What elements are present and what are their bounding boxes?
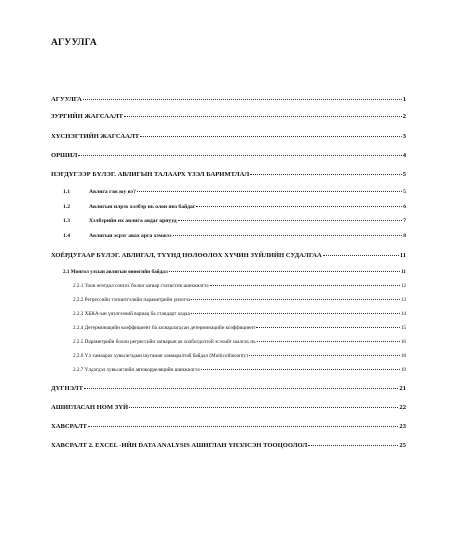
toc-leader (191, 299, 400, 300)
toc-entry-number: 1.3 (63, 218, 70, 224)
toc-entry-page: 25 (399, 442, 406, 449)
toc-entry[interactable] (63, 205, 406, 211)
toc-entry-title: 2.2.7 Үлдэгдэл хувьсагчийн автокорреляцийн шинжилгээ (73, 367, 200, 373)
toc-entry[interactable] (51, 153, 406, 160)
toc-leader (140, 136, 402, 137)
toc-entry-title: 2.2.1 Тоон өгөгдөл сонгох болон загвар статистик шинжилгээ (73, 283, 209, 289)
toc-entry[interactable] (73, 326, 406, 331)
toc-leader (201, 369, 400, 370)
toc-heading: АГУУЛГА (51, 38, 97, 48)
toc-leader (169, 271, 400, 272)
toc-entry-page: 16 (400, 339, 406, 345)
toc-leader (257, 341, 400, 342)
toc-entry-title: Авлигын илрэх хэлбэр нь олон янз байдаг (89, 204, 196, 210)
toc-entry[interactable] (73, 340, 406, 345)
toc-entry-title: НЭГДҮГЭЭР БҮЛЭГ. АВЛИГЫН ТАЛААРХ ҮЗЭЛ БАРИМТЛАЛ (51, 171, 250, 178)
toc-entry-page: 21 (399, 385, 406, 392)
toc-entry-page: 18 (400, 353, 406, 359)
toc-leader (323, 255, 399, 256)
toc-entry-page: 2 (402, 113, 406, 120)
toc-entry-page: 8 (403, 233, 406, 239)
toc-entry-title: 2.2.6 Үл хамаарах хувьсагчдын шугаман хамааралтай байдал (Multicollinearity) (73, 353, 248, 359)
toc-leader (78, 155, 401, 156)
toc-leader (250, 174, 401, 175)
toc-entry-title: ХОЁРДУГААР БҮЛЭГ. АВЛИГАЛ, ТҮҮНД НӨЛӨӨЛӨХ ХҮЧИН ЗҮЙЛИЙН СУДАЛГАА (51, 252, 322, 259)
toc-leader (178, 220, 403, 221)
toc-entry-page: 11 (401, 269, 406, 275)
toc-entry-page: 5 (402, 171, 406, 178)
toc-entry-title: 2.2.5 Параметрийн болон регрессийн загварын ач холбогдолтой эсэхийг шалгах нь (73, 339, 256, 345)
toc-entry[interactable] (51, 424, 406, 431)
toc-entry-title: 2.2.4 Детерминацийн коэффициент ба засварлагдсан детерминацийн коэффициент (73, 325, 256, 331)
toc-entry-page: 19 (400, 367, 406, 373)
toc-entry-title: Авлигын эсрэг авах арга хэмжээ (89, 233, 172, 239)
toc-entry[interactable] (51, 97, 406, 104)
toc-leader (196, 206, 402, 207)
toc-entry-title: ХҮСНЭГТИЙН ЖАГСААЛТ (51, 133, 140, 140)
toc-entry-page: 1 (402, 96, 406, 103)
toc-entry[interactable] (51, 386, 406, 393)
toc-entry[interactable] (51, 443, 406, 450)
toc-entry[interactable] (51, 405, 406, 412)
toc-entry[interactable] (73, 298, 406, 303)
toc-entry[interactable] (73, 284, 406, 289)
toc-entry-page: 11 (399, 252, 406, 259)
toc-entry-title: Авлига гэж юу вэ? (89, 189, 136, 195)
toc-entry-title: ХАВСРАЛТ 2. EXCEL -ИЙН DATA ANALYSIS АШИГЛАН ҮНЭЛСЭН ТООЦООЛОЛ (51, 442, 308, 449)
toc-entry-number: 1.2 (63, 204, 70, 210)
toc-entry[interactable] (51, 134, 406, 141)
toc-entry-title: ХАВСРАЛТ (51, 423, 87, 430)
toc-entry-page: 22 (399, 404, 406, 411)
toc-leader (83, 99, 402, 100)
toc-entry-title: 2.2.3 ХБКА-ын үнэлгээний вариац ба стандарт алдаа (73, 311, 190, 317)
toc-entry-title: Хэлбэрийн их авлига авдаг орнууд (89, 218, 177, 224)
toc-entry-page: 15 (400, 325, 406, 331)
toc-leader (84, 388, 398, 389)
toc-entry-page: 13 (400, 297, 406, 303)
toc-leader (173, 235, 403, 236)
toc-entry[interactable] (63, 219, 406, 225)
toc-leader (124, 116, 402, 117)
toc-leader (256, 327, 400, 328)
toc-entry-title: 2.1 Монгол улсын авлигын өнөөгийн байдал (63, 269, 168, 275)
toc-entry-title: ДҮГНЭЛТ (51, 385, 83, 392)
toc-leader (191, 313, 400, 314)
toc-leader (210, 285, 400, 286)
toc-entry-page: 4 (402, 152, 406, 159)
toc-entry-title: ЗУРГИЙН ЖАГСААЛТ (51, 113, 124, 120)
toc-leader (137, 191, 402, 192)
toc-entry-title: 2.2.2 Регрессийн тэгшитгэлийн параметрийн үнэлгээ (73, 297, 191, 303)
toc-entry[interactable] (73, 312, 406, 317)
toc-entry[interactable] (73, 368, 406, 373)
toc-entry-title: АШИГЛАСАН НОМ ЗҮЙ (51, 404, 129, 411)
toc-entry-page: 14 (400, 311, 406, 317)
toc-entry-title: ОРШИЛ (51, 152, 78, 159)
toc-entry-number: 1.1 (63, 189, 70, 195)
toc-entry-page: 23 (399, 423, 406, 430)
toc-entry-page: 5 (403, 189, 406, 195)
toc-entry-page: 6 (403, 204, 406, 210)
toc-entry-page: 3 (402, 133, 406, 140)
toc-entry-page: 12 (400, 283, 406, 289)
toc-entry[interactable] (63, 190, 406, 196)
toc-entry-title: АГУУЛГА (51, 96, 82, 103)
toc-leader (249, 355, 400, 356)
toc-entry[interactable] (51, 172, 406, 179)
toc-leader (129, 407, 398, 408)
toc-entry[interactable] (63, 234, 406, 240)
toc-entry[interactable] (73, 354, 406, 359)
toc-entry[interactable] (51, 253, 406, 260)
toc-leader (308, 445, 398, 446)
toc-leader (88, 426, 398, 427)
toc-entry[interactable] (63, 270, 406, 275)
toc-entry-page: 7 (403, 218, 406, 224)
toc-entry-number: 1.4 (63, 233, 70, 239)
toc-entry[interactable] (51, 114, 406, 121)
